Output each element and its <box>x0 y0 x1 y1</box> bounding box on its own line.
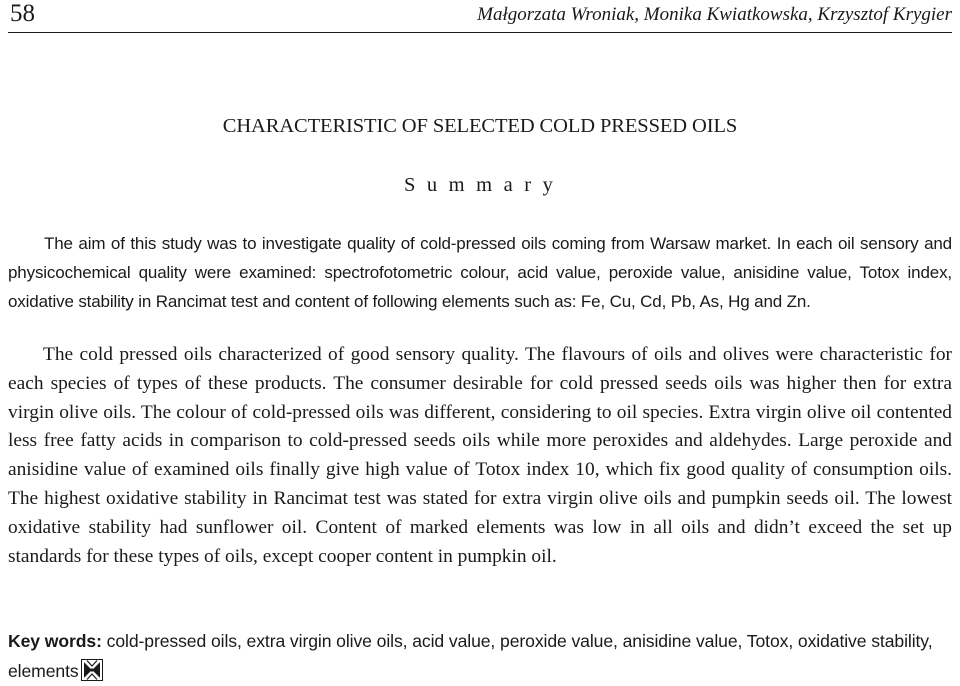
summary-paragraph-1 <box>8 229 952 316</box>
summary-heading: S u m m a r y <box>403 174 557 196</box>
page-number: 58 <box>10 0 35 27</box>
summary-paragraph-2-text: The cold pressed oils characterized of good sensory quality. The flavours of oils and olives were characteristic for each species of types of these products. The consumer desirable for cold pressed seeds oils was higher then for extra virgin olive oils. The colour of cold-pressed oils was different, considering to oil species. Extra virgin olive oil contented less free fatty acids in comparison to cold-pressed seeds oils while more peroxides and aldehydes. Large peroxide and anisidine value of examined oils finally give high value of Totox index 10, which fix good quality of consumption oils. The highest oxidative stability in Rancimat test was stated for extra virgin olive oils and pumpkin seeds oil. The lowest oxidative stability had sunflower oil. Content of marked elements was low in all oils and didn’t exceed the set up standards for these types of oils, except cooper content in pumpkin oil. <box>8 344 952 567</box>
keywords-label: Key words: <box>8 631 102 651</box>
running-header <box>8 0 952 33</box>
ornament-end-mark-icon <box>81 659 103 681</box>
summary-paragraph-1-text: The aim of this study was to investigate quality of cold-pressed oils coming from Warsaw market. In each oil sensory and physicochemical quality were examined: spectrofotometric colour, acid value, peroxide value, anisidine value, Totox index, oxidative stability in Rancimat test and content of following elements such as: Fe, Cu, Cd, Pb, As, Hg and Zn. <box>8 234 952 311</box>
article-title: CHARACTERISTIC OF SELECTED COLD PRESSED OILS <box>222 115 738 137</box>
keywords-text: cold-pressed oils, extra virgin olive oils, acid value, peroxide value, anisidine value, Totox, oxidative stability, elements <box>8 631 933 681</box>
keywords-line <box>8 626 952 686</box>
running-header-authors: Małgorzata Wroniak, Monika Kwiatkowska, Krzysztof Krygier <box>477 4 952 25</box>
summary-paragraph-2 <box>8 341 952 571</box>
